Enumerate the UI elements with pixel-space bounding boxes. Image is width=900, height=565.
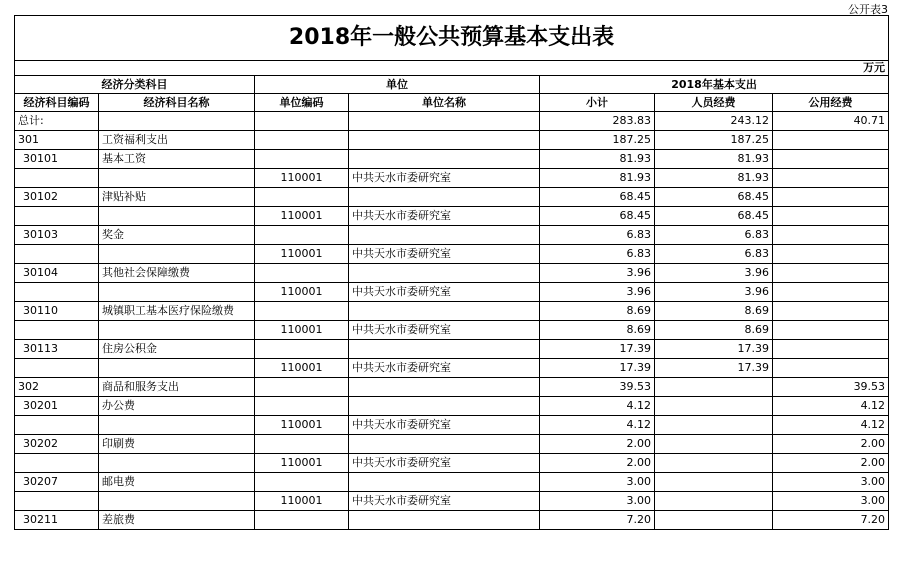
table-row (15, 340, 889, 359)
cell-econ-name (99, 112, 255, 131)
cell-subtotal: 81.93 (540, 169, 655, 188)
cell-personnel: 68.45 (655, 188, 773, 207)
cell-econ-code (15, 169, 99, 188)
cell-public (773, 207, 889, 226)
cell-personnel (655, 473, 773, 492)
cell-econ-code: 30110 (15, 302, 99, 321)
cell-unit-code: 110001 (255, 245, 349, 264)
cell-unit-name (349, 397, 540, 416)
cell-econ-code (15, 321, 99, 340)
cell-public: 7.20 (773, 511, 889, 530)
cell-subtotal: 68.45 (540, 207, 655, 226)
column-header: 小计 (540, 94, 655, 112)
cell-subtotal: 3.00 (540, 473, 655, 492)
cell-econ-name: 印刷费 (99, 435, 255, 454)
cell-unit-name (349, 131, 540, 150)
cell-public (773, 340, 889, 359)
column-header: 公用经费 (773, 94, 889, 112)
cell-subtotal: 4.12 (540, 397, 655, 416)
cell-econ-code: 30103 (15, 226, 99, 245)
cell-econ-code: 302 (15, 378, 99, 397)
cell-unit-code (255, 378, 349, 397)
cell-personnel: 8.69 (655, 302, 773, 321)
cell-unit-code (255, 264, 349, 283)
cell-econ-name (99, 454, 255, 473)
cell-econ-name: 工资福利支出 (99, 131, 255, 150)
cell-econ-code (15, 245, 99, 264)
header-group-basic: 2018年基本支出 (540, 76, 889, 94)
cell-econ-code: 30202 (15, 435, 99, 454)
cell-subtotal: 6.83 (540, 226, 655, 245)
cell-unit-name: 中共天水市委研究室 (349, 454, 540, 473)
table-row (15, 264, 889, 283)
cell-unit-name (349, 340, 540, 359)
cell-unit-code: 110001 (255, 207, 349, 226)
table-row (15, 245, 889, 264)
cell-econ-code: 30201 (15, 397, 99, 416)
cell-econ-name: 津贴补贴 (99, 188, 255, 207)
cell-personnel: 81.93 (655, 169, 773, 188)
cell-public (773, 321, 889, 340)
cell-econ-name: 差旅费 (99, 511, 255, 530)
cell-unit-name: 中共天水市委研究室 (349, 492, 540, 511)
cell-personnel (655, 511, 773, 530)
cell-public (773, 131, 889, 150)
cell-unit-name: 中共天水市委研究室 (349, 245, 540, 264)
cell-econ-name (99, 169, 255, 188)
cell-unit-name (349, 188, 540, 207)
cell-public: 4.12 (773, 416, 889, 435)
cell-personnel: 6.83 (655, 226, 773, 245)
cell-econ-code (15, 283, 99, 302)
table-row (15, 473, 889, 492)
cell-personnel (655, 378, 773, 397)
column-header: 单位编码 (255, 94, 349, 112)
table-row (15, 207, 889, 226)
cell-subtotal: 3.96 (540, 283, 655, 302)
cell-personnel: 81.93 (655, 150, 773, 169)
cell-econ-name (99, 207, 255, 226)
cell-econ-name (99, 359, 255, 378)
cell-subtotal: 8.69 (540, 321, 655, 340)
cell-econ-code (15, 359, 99, 378)
table-body (15, 112, 889, 530)
cell-personnel: 8.69 (655, 321, 773, 340)
cell-personnel: 68.45 (655, 207, 773, 226)
cell-unit-code (255, 435, 349, 454)
cell-unit-code: 110001 (255, 492, 349, 511)
cell-subtotal: 7.20 (540, 511, 655, 530)
table-row (15, 359, 889, 378)
cell-public: 2.00 (773, 435, 889, 454)
cell-public (773, 169, 889, 188)
table-row (15, 416, 889, 435)
cell-subtotal: 68.45 (540, 188, 655, 207)
table-row (15, 511, 889, 530)
cell-public (773, 302, 889, 321)
cell-econ-code (15, 454, 99, 473)
cell-unit-code (255, 302, 349, 321)
cell-personnel (655, 492, 773, 511)
table-row (15, 188, 889, 207)
cell-subtotal: 4.12 (540, 416, 655, 435)
cell-econ-code: 总计: (15, 112, 99, 131)
cell-econ-name: 邮电费 (99, 473, 255, 492)
cell-unit-name: 中共天水市委研究室 (349, 169, 540, 188)
cell-public: 4.12 (773, 397, 889, 416)
cell-unit-code: 110001 (255, 169, 349, 188)
corner-label: 公开表3 (848, 3, 888, 16)
cell-econ-code (15, 492, 99, 511)
column-header: 经济科目名称 (99, 94, 255, 112)
cell-subtotal: 8.69 (540, 302, 655, 321)
table-row (15, 302, 889, 321)
cell-subtotal: 187.25 (540, 131, 655, 150)
table-row (15, 454, 889, 473)
table-row (15, 169, 889, 188)
unit-label: 万元 (15, 61, 889, 76)
budget-table (14, 15, 889, 530)
cell-subtotal: 17.39 (540, 359, 655, 378)
table-row (15, 283, 889, 302)
cell-econ-name: 办公费 (99, 397, 255, 416)
cell-personnel: 3.96 (655, 283, 773, 302)
cell-econ-code: 30101 (15, 150, 99, 169)
cell-unit-name (349, 302, 540, 321)
cell-econ-name (99, 283, 255, 302)
column-header: 单位名称 (349, 94, 540, 112)
cell-econ-name (99, 245, 255, 264)
cell-public (773, 150, 889, 169)
cell-unit-code (255, 188, 349, 207)
column-header: 人员经费 (655, 94, 773, 112)
cell-public: 40.71 (773, 112, 889, 131)
table-row (15, 435, 889, 454)
cell-econ-code: 30211 (15, 511, 99, 530)
cell-unit-name: 中共天水市委研究室 (349, 321, 540, 340)
cell-unit-code: 110001 (255, 454, 349, 473)
cell-unit-name: 中共天水市委研究室 (349, 283, 540, 302)
cell-personnel (655, 416, 773, 435)
header-group-unit: 单位 (255, 76, 540, 94)
cell-econ-name (99, 416, 255, 435)
cell-subtotal: 39.53 (540, 378, 655, 397)
cell-unit-name (349, 378, 540, 397)
cell-unit-name (349, 112, 540, 131)
cell-public (773, 188, 889, 207)
table-row (15, 378, 889, 397)
cell-public (773, 359, 889, 378)
cell-subtotal: 2.00 (540, 454, 655, 473)
cell-subtotal: 3.96 (540, 264, 655, 283)
cell-econ-code: 30104 (15, 264, 99, 283)
budget-sheet (14, 3, 888, 530)
cell-unit-code (255, 473, 349, 492)
cell-econ-name: 住房公积金 (99, 340, 255, 359)
table-row (15, 150, 889, 169)
cell-public (773, 264, 889, 283)
cell-public (773, 226, 889, 245)
cell-subtotal: 6.83 (540, 245, 655, 264)
cell-econ-code (15, 416, 99, 435)
cell-public: 3.00 (773, 473, 889, 492)
table-row (15, 321, 889, 340)
cell-personnel: 243.12 (655, 112, 773, 131)
cell-unit-code (255, 340, 349, 359)
cell-unit-name: 中共天水市委研究室 (349, 416, 540, 435)
cell-unit-name: 中共天水市委研究室 (349, 359, 540, 378)
cell-subtotal: 2.00 (540, 435, 655, 454)
cell-econ-name (99, 321, 255, 340)
cell-unit-name (349, 473, 540, 492)
cell-public (773, 283, 889, 302)
table-row (15, 112, 889, 131)
cell-personnel: 6.83 (655, 245, 773, 264)
cell-econ-name: 商品和服务支出 (99, 378, 255, 397)
cell-subtotal: 81.93 (540, 150, 655, 169)
cell-personnel: 3.96 (655, 264, 773, 283)
header-group-econ: 经济分类科目 (15, 76, 255, 94)
cell-unit-code: 110001 (255, 321, 349, 340)
column-header: 经济科目编码 (15, 94, 99, 112)
cell-unit-name (349, 226, 540, 245)
cell-unit-code (255, 131, 349, 150)
cell-public: 39.53 (773, 378, 889, 397)
cell-econ-code: 30207 (15, 473, 99, 492)
cell-unit-name: 中共天水市委研究室 (349, 207, 540, 226)
cell-personnel: 17.39 (655, 340, 773, 359)
page-title: 2018年一般公共预算基本支出表 (15, 16, 889, 61)
cell-public (773, 245, 889, 264)
table-row (15, 492, 889, 511)
cell-personnel (655, 397, 773, 416)
cell-econ-name: 基本工资 (99, 150, 255, 169)
cell-unit-code (255, 112, 349, 131)
cell-econ-code: 30102 (15, 188, 99, 207)
cell-unit-code: 110001 (255, 283, 349, 302)
cell-econ-code: 30113 (15, 340, 99, 359)
cell-public: 2.00 (773, 454, 889, 473)
cell-unit-code (255, 150, 349, 169)
cell-subtotal: 3.00 (540, 492, 655, 511)
table-row (15, 226, 889, 245)
cell-personnel: 17.39 (655, 359, 773, 378)
cell-unit-code: 110001 (255, 416, 349, 435)
cell-personnel: 187.25 (655, 131, 773, 150)
cell-unit-code (255, 226, 349, 245)
cell-personnel (655, 435, 773, 454)
cell-econ-name (99, 492, 255, 511)
cell-unit-name (349, 511, 540, 530)
cell-econ-code (15, 207, 99, 226)
cell-econ-name: 城镇职工基本医疗保险缴费 (99, 302, 255, 321)
cell-subtotal: 17.39 (540, 340, 655, 359)
cell-public: 3.00 (773, 492, 889, 511)
cell-unit-code (255, 397, 349, 416)
cell-unit-name (349, 264, 540, 283)
cell-econ-name: 其他社会保障缴费 (99, 264, 255, 283)
cell-subtotal: 283.83 (540, 112, 655, 131)
cell-econ-code: 301 (15, 131, 99, 150)
cell-econ-name: 奖金 (99, 226, 255, 245)
cell-unit-code: 110001 (255, 359, 349, 378)
cell-unit-code (255, 511, 349, 530)
table-row (15, 397, 889, 416)
cell-unit-name (349, 435, 540, 454)
table-row (15, 131, 889, 150)
cell-unit-name (349, 150, 540, 169)
cell-personnel (655, 454, 773, 473)
